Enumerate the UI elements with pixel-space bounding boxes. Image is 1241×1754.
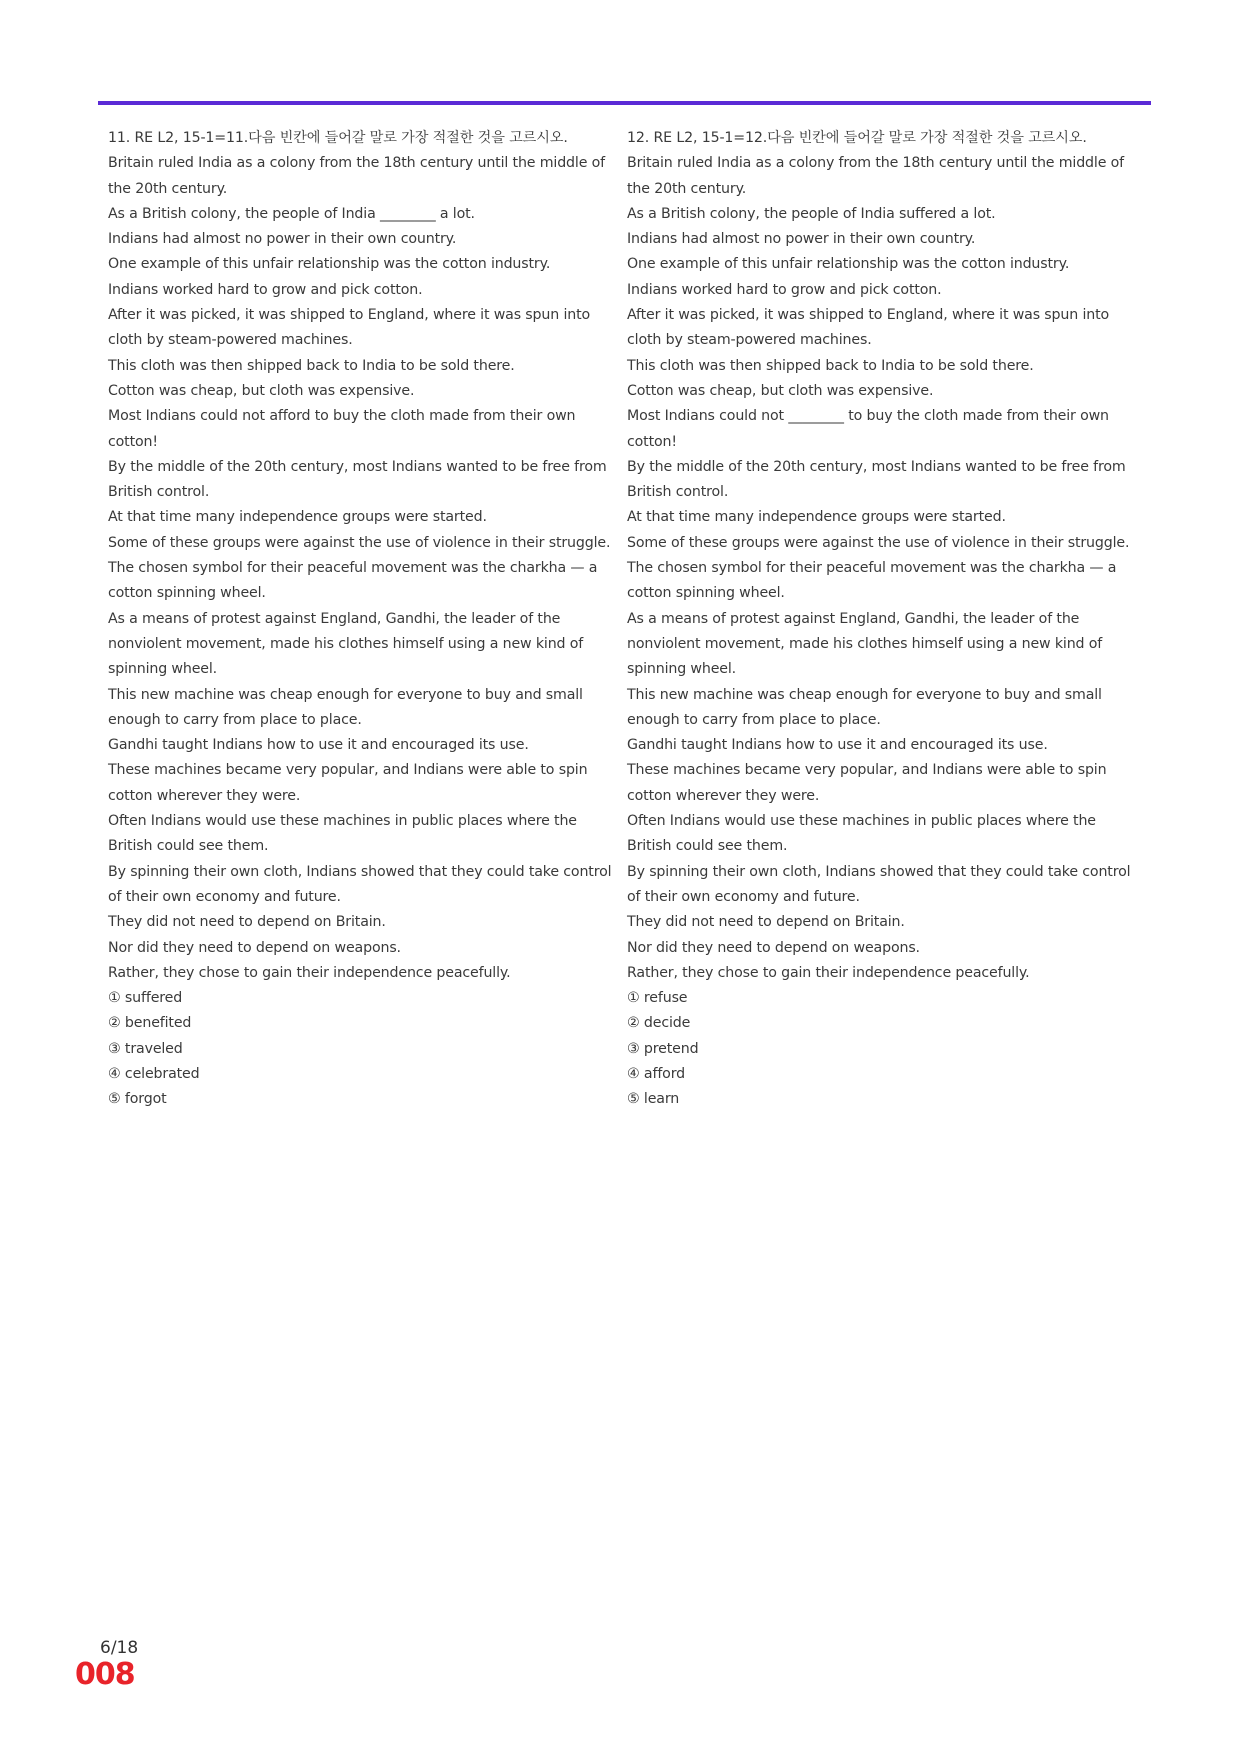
question-11-line: Britain ruled India as a colony from the 18th century until the middle of the 20th century. <box>108 155 606 197</box>
question-12-line: Often Indians would use these machines in public places where the British could see them. <box>627 813 1096 855</box>
question-12-line: By the middle of the 20th century, most Indians wanted to be free from British control. <box>627 458 1126 501</box>
question-12-line: Indians worked hard to grow and pick cotton. <box>627 281 942 298</box>
question-11-choice-4: ④ celebrated <box>108 1065 200 1082</box>
question-11-line: Cotton was cheap, but cloth was expensive. <box>108 382 415 399</box>
question-11-line: They did not need to depend on Britain. <box>108 914 386 931</box>
page-code: 008 <box>75 1657 135 1692</box>
question-11-line: The chosen symbol for their peaceful movement was the charkha — a cotton spinning wheel. <box>108 560 598 602</box>
question-11-line: Gandhi taught Indians how to use it and encouraged its use. <box>108 737 529 754</box>
question-12-line: As a means of protest against England, Gandhi, the leader of the nonviolent movement, made his clothes himself using a new kind of spinning wheel. <box>627 610 1103 678</box>
question-11-line: Rather, they chose to gain their independence peacefully. <box>108 964 511 981</box>
question-11-line: After it was picked, it was shipped to England, where it was spun into cloth by steam-powered machines. <box>108 307 591 349</box>
question-11-line: Nor did they need to depend on weapons. <box>108 939 401 956</box>
question-12-choice-2: ② decide <box>627 1015 691 1032</box>
question-12-line: By spinning their own cloth, Indians showed that they could take control of their own economy and future. <box>627 863 1131 905</box>
question-12-line: This cloth was then shipped back to India to be sold there. <box>627 357 1034 374</box>
question-11-choice-3: ③ traveled <box>108 1040 183 1057</box>
question-12-line: Some of these groups were against the use of violence in their struggle. <box>627 534 1130 551</box>
question-12-line: Rather, they chose to gain their independence peacefully. <box>627 964 1030 981</box>
question-11-line: One example of this unfair relationship was the cotton industry. <box>108 256 551 273</box>
question-11-choice-2: ② benefited <box>108 1015 192 1032</box>
question-11-line: This cloth was then shipped back to India to be sold there. <box>108 357 515 374</box>
question-11-line: This new machine was cheap enough for everyone to buy and small enough to carry from place to place. <box>108 686 583 728</box>
question-12-choice-4: ④ afford <box>627 1065 685 1082</box>
question-12-line: After it was picked, it was shipped to England, where it was spun into cloth by steam-powered machines. <box>627 307 1110 349</box>
question-11-line: By spinning their own cloth, Indians showed that they could take control of their own economy and future. <box>108 863 612 905</box>
question-12-line: The chosen symbol for their peaceful movement was the charkha — a cotton spinning wheel. <box>627 560 1117 602</box>
question-12-choice-5: ⑤ learn <box>627 1091 680 1108</box>
question-11-line: Some of these groups were against the use of violence in their struggle. <box>108 534 611 551</box>
question-11-choice-5: ⑤ forgot <box>108 1091 167 1108</box>
question-12-choice-1: ① refuse <box>627 990 688 1007</box>
question-11-line: At that time many independence groups were started. <box>108 509 487 526</box>
question-12-line: These machines became very popular, and Indians were able to spin cotton wherever they were. <box>627 762 1107 804</box>
question-12 <box>627 126 1132 1113</box>
question-11-line: These machines became very popular, and Indians were able to spin cotton wherever they were. <box>108 762 588 804</box>
question-11-header: 11. RE L2, 15-1=11.다음 빈칸에 들어갈 말로 가장 적절한 것을 고르시오. <box>108 130 568 146</box>
question-12-line: Gandhi taught Indians how to use it and encouraged its use. <box>627 737 1048 754</box>
question-11-line: Most Indians could not afford to buy the cloth made from their own cotton! <box>108 408 576 450</box>
question-12-line: Britain ruled India as a colony from the 18th century until the middle of the 20th century. <box>627 155 1125 197</box>
question-12-line: They did not need to depend on Britain. <box>627 914 905 931</box>
question-12-line: Cotton was cheap, but cloth was expensive. <box>627 382 934 399</box>
question-12-line: Indians had almost no power in their own country. <box>627 231 976 248</box>
question-11 <box>108 126 613 1113</box>
question-11-line: As a means of protest against England, Gandhi, the leader of the nonviolent movement, made his clothes himself using a new kind of spinning wheel. <box>108 610 584 678</box>
question-12-line: This new machine was cheap enough for everyone to buy and small enough to carry from place to place. <box>627 686 1102 728</box>
question-12-header: 12. RE L2, 15-1=12.다음 빈칸에 들어갈 말로 가장 적절한 것을 고르시오. <box>627 130 1087 146</box>
question-12-line: As a British colony, the people of India suffered a lot. <box>627 205 996 222</box>
question-12-line: At that time many independence groups were started. <box>627 509 1006 526</box>
top-divider <box>98 101 1151 105</box>
question-11-line: Indians had almost no power in their own country. <box>108 231 457 248</box>
question-11-line: Indians worked hard to grow and pick cotton. <box>108 281 423 298</box>
question-11-line: By the middle of the 20th century, most Indians wanted to be free from British control. <box>108 458 607 501</box>
question-11-choice-1: ① suffered <box>108 990 183 1007</box>
page-number: 6/18 <box>100 1638 139 1658</box>
question-11-line: Often Indians would use these machines in public places where the British could see them. <box>108 813 577 855</box>
question-12-choice-3: ③ pretend <box>627 1040 699 1057</box>
question-12-line: Nor did they need to depend on weapons. <box>627 939 920 956</box>
question-12-line: Most Indians could not ________ to buy the cloth made from their own cotton! <box>627 408 1109 450</box>
question-12-line: One example of this unfair relationship was the cotton industry. <box>627 256 1070 273</box>
question-11-line: As a British colony, the people of India ________ a lot. <box>108 205 475 222</box>
